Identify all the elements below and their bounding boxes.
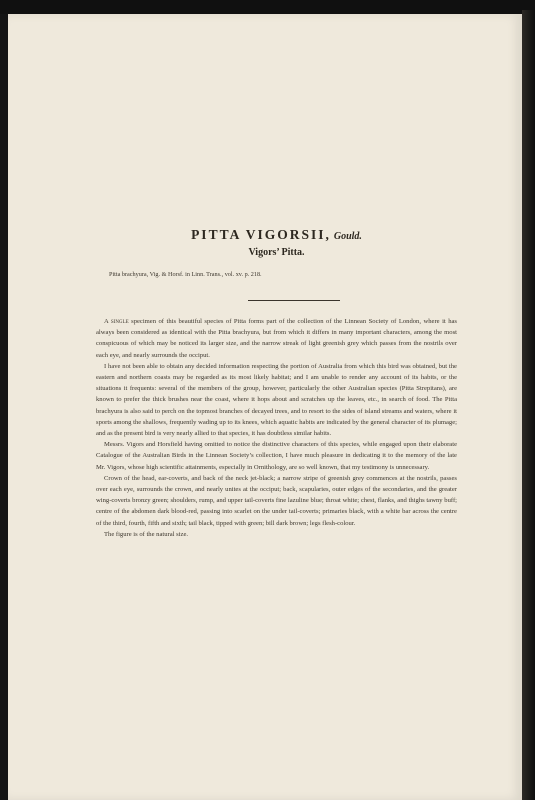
paragraph-habitat: I have not been able to obtain any decided information respecting the portion of Australia from which this bird was obtained, but the eastern and northern coasts may be regarded as its most likely habitat; and I am unable to render any account of its habits, or the situations it frequents: several of the members of the group, however, particularly the other Australian species (Pitta Strepitans), are known to prefer the thick brushes near the coast, where it hops about and scratches up the leaves, etc., in search of food. The Pitta brachyura is also said to perch on the topmost branches of decayed trees, and to resort to the sides of island streams and waters, where it sports among the shallows, frequently wading up to its knees, which aquatic habits are indicated by the general character of its plumage; and as the present bird is very nearly allied to that species, it has doubtless similar habits. [96, 362, 457, 438]
paragraph-plumage: Crown of the head, ear-coverts, and back of the neck jet-black; a narrow stripe of greenish grey commences at the nostrils, passes over each eye, surrounds the crown, and nearly unites at the occiput; back, scapularies, outer edges of the secondaries, and the greater wing-coverts bronzy green; shoulders, rump, and upper tail-coverts fine lazuline blue; throat white; chest, flanks, and thighs tawny buff; centre of the abdomen dark blood-red, passing into scarlet on the under tail-coverts; primaries black, with a white bar across the centre of the third, fourth, fifth and sixth; tail black, tipped with green; bill dark brown; legs flesh-colour. [96, 474, 457, 527]
separator-rule [248, 300, 340, 301]
drop-word: A single [104, 318, 129, 325]
book-page [8, 14, 522, 800]
paragraph-intro: A single specimen of this beautiful species of Pitta forms part of the collection of the Linnean Society of London, where it has always been considered as identical with the Pitta brachyura, but from which it differs in many important characters, among the most conspicuous of which may be noticed its larger size, and the narrow streak of light greenish grey which passes from the nostrils over each eye, and nearly surrounds the occiput. [96, 318, 457, 359]
page-title [96, 227, 457, 243]
species-name: PITTA VIGORSII, [191, 227, 331, 242]
scan-top-border [0, 0, 535, 14]
species-author: Gould. [333, 231, 362, 242]
synonym-citation: Pitta brachyura, Vig. & Horsf. in Linn. Trans., vol. xv. p. 218. [109, 271, 262, 278]
common-name: Vigors’ Pitta. [248, 247, 305, 258]
paragraph-dedication: Messrs. Vigors and Horsfield having omitted to notice the distinctive characters of this species, while engaged upon their elaborate Catalogue of the Australian Birds in the Linnean Society’s collection, I have much pleasure in dedicating it to the memory of the late Mr. Vigors, whose high scientific attainments, especially in Ornithology, are so well known, that my testimony is unnecessary. [96, 441, 457, 471]
page-edge-shadow [522, 10, 535, 800]
paragraph-figure-note: The figure is of the natural size. [104, 530, 189, 538]
description-body [96, 316, 457, 540]
